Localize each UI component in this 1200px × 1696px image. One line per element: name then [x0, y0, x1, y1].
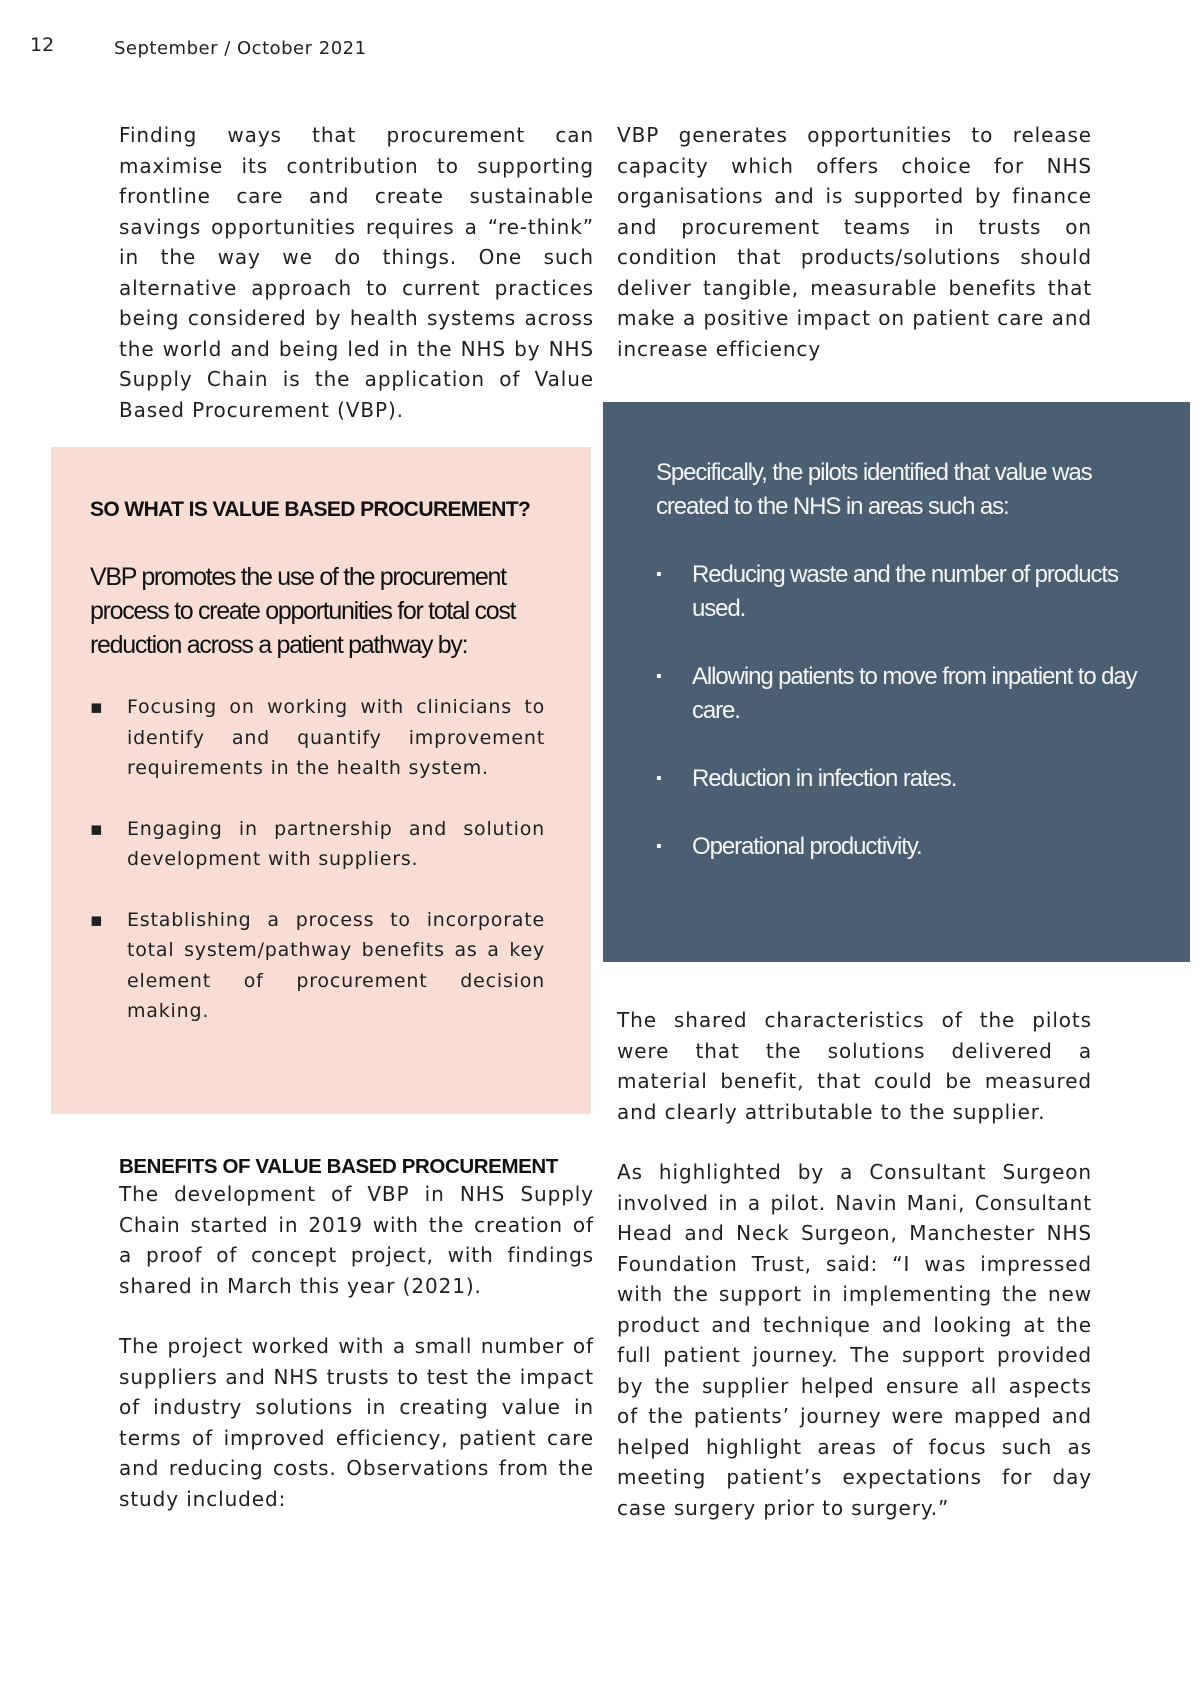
benefits-section	[119, 1155, 594, 1514]
intro-paragraph-right: VBP generates opportunities to release capacity which offers choice for NHS organisations and is supported by finance and procurement teams in trusts on condition that products/solutions should deliver tangible, measurable benefits that make a positive impact on patient care and increase efficiency	[617, 123, 1092, 361]
list-item	[656, 558, 1156, 626]
what-is-vbp-intro: VBP promotes the use of the procurement process to create opportunities for total cost reduction across a patient pathway by:	[90, 563, 516, 659]
pilots-intro: Specifically, the pilots identified that value was created to the NHS in areas such as:	[656, 459, 1092, 520]
bullet-icon: ▪	[90, 908, 104, 931]
list-item	[656, 762, 1156, 796]
bullet-icon: ▪	[656, 770, 661, 787]
bullet-icon: ▪	[90, 696, 104, 718]
benefits-paragraph-1: The development of VBP in NHS Supply Chain started in 2019 with the creation of a proof of concept project, with findings shared in March this year (2021).	[119, 1182, 594, 1298]
bullet-icon: ▪	[656, 668, 661, 685]
pilots-commentary	[617, 1005, 1092, 1523]
issue-date: September / October 2021	[114, 38, 367, 59]
list-item	[90, 692, 545, 784]
list-item-text: Operational productivity.	[692, 833, 922, 860]
bullet-icon: ▪	[656, 566, 661, 583]
shared-characteristics-paragraph: The shared characteristics of the pilots were that the solutions delivered a material benefit, that could be measured and clearly attributable to the supplier.	[617, 1008, 1092, 1124]
pilots-list	[656, 558, 1156, 898]
intro-paragraph-left: Finding ways that procurement can maximise its contribution to supporting frontline care and create sustainable savings opportunities requires a “re-think” in the way we do things. One such alternative approach to current practices being considered by health systems across the world and being led in the NHS by NHS Supply Chain is the application of Value Based Procurement (VBP).	[119, 123, 594, 422]
list-item-text: Engaging in partnership and solution development with suppliers.	[127, 817, 545, 870]
list-item-text: Allowing patients to move from inpatient to day care.	[692, 663, 1137, 724]
list-item-text: Reducing waste and the number of products used.	[692, 561, 1118, 622]
page-number: 12	[30, 34, 55, 56]
list-item-text: Focusing on working with clinicians to identify and quantify improvement requirements in the health system.	[127, 696, 545, 779]
benefits-paragraph-2: The project worked with a small number of suppliers and NHS trusts to test the impact of industry solutions in creating value in terms of improved efficiency, patient care and reducing costs. Observations from the study included:	[119, 1334, 594, 1511]
list-item	[656, 830, 1156, 864]
bullet-icon: ▪	[90, 817, 104, 840]
list-item	[90, 905, 545, 1027]
what-is-vbp-heading: SO WHAT IS VALUE BASED PROCUREMENT?	[90, 498, 531, 521]
list-item-text: Reduction in infection rates.	[692, 765, 957, 792]
list-item	[656, 660, 1156, 728]
benefits-heading: BENEFITS OF VALUE BASED PROCUREMENT	[119, 1155, 558, 1178]
list-item-text: Establishing a process to incorporate total system/pathway benefits as a key element of procurement decision making.	[127, 908, 545, 1022]
consultant-quote-paragraph: As highlighted by a Consultant Surgeon involved in a pilot. Navin Mani, Consultant Head and Neck Surgeon, Manchester NHS Foundation Trust, said: “I was impressed with the support in implementing the new product and technique and looking at the full patient journey. The support provided by the supplier helped ensure all aspects of the patients’ journey were mapped and helped highlight areas of focus such as meeting patient’s expectations for day case surgery prior to surgery.”	[617, 1160, 1092, 1520]
bullet-icon: ▪	[656, 838, 661, 855]
list-item	[90, 814, 545, 875]
what-is-vbp-list	[90, 692, 545, 1057]
